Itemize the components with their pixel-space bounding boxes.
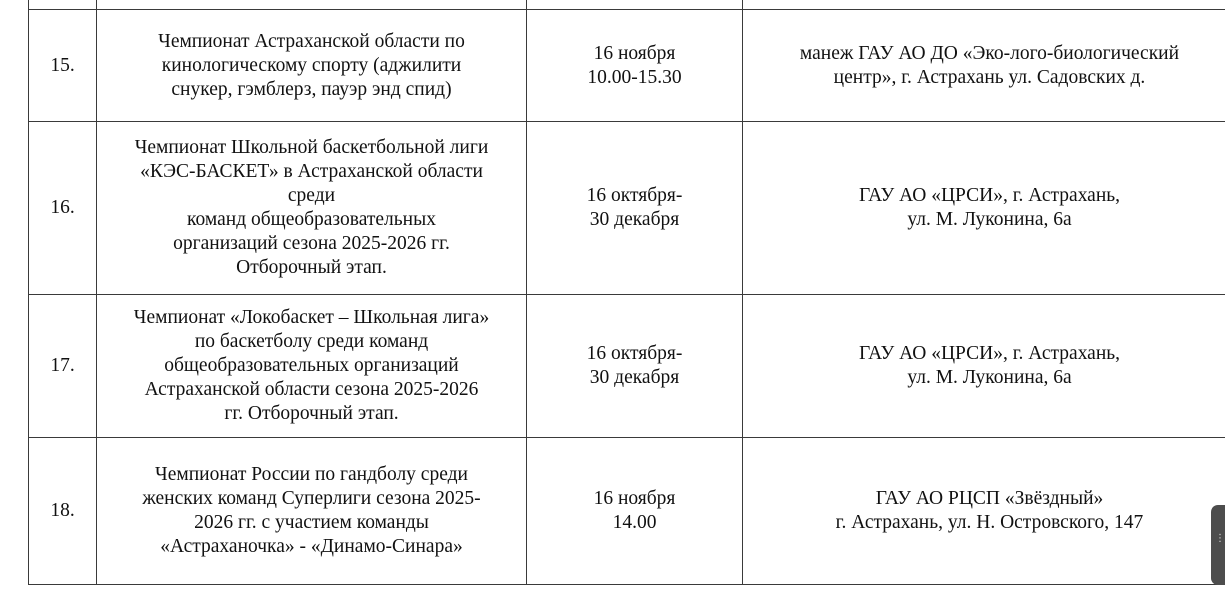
cell-event-name xyxy=(97,438,527,585)
cell-date xyxy=(527,122,743,295)
table-row xyxy=(29,295,1225,438)
place-line: ул. М. Луконина, 6а xyxy=(907,209,1072,230)
date-line: 16 ноября xyxy=(593,488,676,509)
table-row xyxy=(29,122,1225,295)
event-name-line: женских команд Суперлиги сезона 2025- xyxy=(142,488,481,509)
cell-place xyxy=(743,122,1225,295)
cell-place xyxy=(743,10,1225,122)
event-name-line: кинологическому спорту (аджилити xyxy=(161,54,462,76)
event-name-line: общеобразовательных организаций xyxy=(164,355,459,376)
cell-date xyxy=(527,295,743,438)
date-line: 14.00 xyxy=(612,512,657,533)
cell-place xyxy=(743,438,1225,585)
events-table xyxy=(28,0,1225,585)
cell-number: 15. xyxy=(29,10,97,122)
date-line: 30 декабря xyxy=(589,209,680,230)
cell-number: 16. xyxy=(29,122,97,295)
event-name-line: по баскетболу среди команд xyxy=(194,331,429,352)
date-line: 10.00-15.30 xyxy=(587,66,682,88)
event-name-line: «Астраханочка» - «Динамо-Синара» xyxy=(160,536,463,557)
cell-place xyxy=(743,295,1225,438)
cell-number xyxy=(29,0,97,10)
place-line: ГАУ АО «ЦРСИ», г. Астрахань, xyxy=(858,343,1121,364)
place-line: ул. М. Луконина, 6а xyxy=(907,367,1072,388)
event-name-line: команд общеобразовательных xyxy=(187,209,436,230)
cell-event-name xyxy=(97,295,527,438)
event-name-line: снукер, гэмблерз, пауэр энд спид) xyxy=(171,78,452,100)
date-line: 16 ноября xyxy=(593,42,676,64)
place-line: центр», г. Астрахань ул. Садовских д. xyxy=(833,66,1146,88)
event-name-line: Астраханской области сезона 2025-2026 xyxy=(144,379,479,400)
event-name-line: гг. Отборочный этап. xyxy=(224,403,399,424)
cell-date xyxy=(527,438,743,585)
cell-event-name xyxy=(97,122,527,295)
cell-place xyxy=(743,0,1225,10)
place-line: ГАУ АО РЦСП «Звёздный» xyxy=(875,488,1104,509)
event-name-line: Чемпионат России по гандболу среди xyxy=(155,464,468,485)
date-line: 16 октября- xyxy=(586,343,683,364)
cell-number: 18. xyxy=(29,438,97,585)
handle-grip-icon: ⋮ xyxy=(1215,533,1225,544)
event-name-line: среди xyxy=(287,185,336,206)
table-row xyxy=(29,438,1225,585)
cell-event-name xyxy=(97,10,527,122)
place-line: ГАУ АО «ЦРСИ», г. Астрахань, xyxy=(858,185,1121,206)
event-name-line: Отборочный этап. xyxy=(236,257,387,278)
table-row-partial xyxy=(29,0,1225,10)
place-line: манеж ГАУ АО ДО «Эко-лого-биологический xyxy=(799,42,1180,64)
cell-event-name xyxy=(97,0,527,10)
cell-number: 17. xyxy=(29,295,97,438)
event-name-line: «КЭС-БАСКЕТ» в Астраханской области xyxy=(140,161,483,182)
event-name-line: организаций сезона 2025-2026 гг. xyxy=(173,233,450,254)
event-name-line: Чемпионат Астраханской области по xyxy=(158,30,465,52)
place-line: г. Астрахань, ул. Н. Островского, 147 xyxy=(835,512,1144,533)
side-panel-handle[interactable] xyxy=(1211,505,1225,585)
event-name-line: 2026 гг. с участием команды xyxy=(194,512,429,533)
event-name-line: Чемпионат Школьной баскетбольной лиги xyxy=(134,137,489,158)
cell-date xyxy=(527,0,743,10)
event-name-line: Чемпионат «Локобаскет – Школьная лига» xyxy=(133,307,490,328)
table-row xyxy=(29,10,1225,122)
date-line: 16 октября- xyxy=(586,185,683,206)
cell-date xyxy=(527,10,743,122)
date-line: 30 декабря xyxy=(589,367,680,388)
